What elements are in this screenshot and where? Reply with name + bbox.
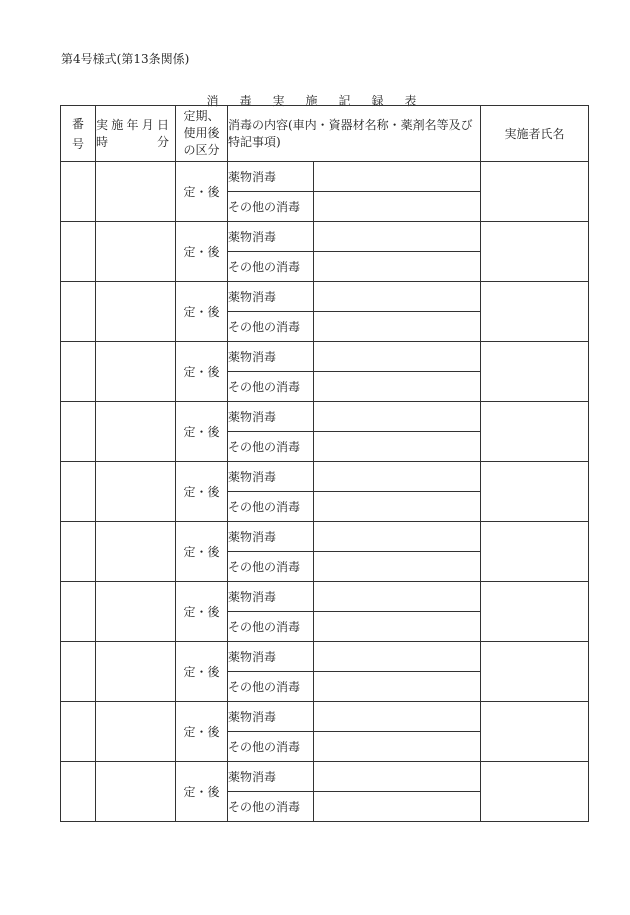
record-row <box>61 702 589 732</box>
cell-other-content[interactable] <box>314 312 481 342</box>
cell-chemical-content[interactable] <box>314 522 481 552</box>
form-title: 消毒実施記録表 <box>206 94 438 108</box>
cell-implementer[interactable] <box>481 582 589 642</box>
cell-other-label: その他の消毒 <box>228 492 314 522</box>
cell-chemical-label: 薬物消毒 <box>228 642 314 672</box>
cell-chemical-content[interactable] <box>314 162 481 192</box>
cell-implementer[interactable] <box>481 462 589 522</box>
cell-chemical-label: 薬物消毒 <box>228 522 314 552</box>
cell-implementer[interactable] <box>481 522 589 582</box>
record-row <box>61 582 589 612</box>
record-row <box>61 642 589 672</box>
cell-period[interactable]: 定・後 <box>176 402 228 462</box>
cell-chemical-content[interactable] <box>314 642 481 672</box>
cell-date-time[interactable] <box>96 402 176 462</box>
cell-number[interactable] <box>61 222 96 282</box>
cell-date-time[interactable] <box>96 642 176 702</box>
cell-chemical-content[interactable] <box>314 402 481 432</box>
cell-date-time[interactable] <box>96 702 176 762</box>
header-number <box>61 106 96 162</box>
cell-other-content[interactable] <box>314 252 481 282</box>
record-row <box>61 762 589 792</box>
header-content: 消毒の内容(車内・資器材名称・薬剤名等及び特記事項) <box>228 106 481 162</box>
cell-other-label: その他の消毒 <box>228 732 314 762</box>
cell-chemical-content[interactable] <box>314 762 481 792</box>
cell-other-label: その他の消毒 <box>228 612 314 642</box>
cell-chemical-content[interactable] <box>314 342 481 372</box>
cell-other-label: その他の消毒 <box>228 372 314 402</box>
cell-date-time[interactable] <box>96 762 176 822</box>
record-rows <box>61 162 589 822</box>
cell-implementer[interactable] <box>481 702 589 762</box>
cell-number[interactable] <box>61 642 96 702</box>
header-number-line2: 号 <box>71 136 84 151</box>
cell-other-label: その他の消毒 <box>228 192 314 222</box>
cell-period[interactable]: 定・後 <box>176 222 228 282</box>
cell-other-content[interactable] <box>314 792 481 822</box>
cell-number[interactable] <box>61 762 96 822</box>
cell-number[interactable] <box>61 342 96 402</box>
form-number: 第4号様式(第13条関係) <box>61 52 190 66</box>
cell-period[interactable]: 定・後 <box>176 282 228 342</box>
cell-chemical-label: 薬物消毒 <box>228 162 314 192</box>
cell-number[interactable] <box>61 282 96 342</box>
cell-implementer[interactable] <box>481 162 589 222</box>
cell-date-time[interactable] <box>96 282 176 342</box>
cell-date-time[interactable] <box>96 342 176 402</box>
cell-chemical-label: 薬物消毒 <box>228 282 314 312</box>
cell-number[interactable] <box>61 462 96 522</box>
cell-other-label: その他の消毒 <box>228 432 314 462</box>
cell-period[interactable]: 定・後 <box>176 342 228 402</box>
header-date-line2: 時 分 <box>96 134 169 149</box>
header-number-line1: 番 <box>71 116 84 131</box>
cell-number[interactable] <box>61 162 96 222</box>
cell-number[interactable] <box>61 582 96 642</box>
cell-chemical-label: 薬物消毒 <box>228 342 314 372</box>
cell-period[interactable]: 定・後 <box>176 522 228 582</box>
cell-chemical-label: 薬物消毒 <box>228 402 314 432</box>
cell-number[interactable] <box>61 522 96 582</box>
cell-implementer[interactable] <box>481 342 589 402</box>
cell-other-content[interactable] <box>314 612 481 642</box>
cell-implementer[interactable] <box>481 762 589 822</box>
cell-other-content[interactable] <box>314 552 481 582</box>
cell-other-label: その他の消毒 <box>228 672 314 702</box>
cell-other-content[interactable] <box>314 432 481 462</box>
cell-period[interactable]: 定・後 <box>176 462 228 522</box>
disinfection-record-table <box>60 105 589 822</box>
cell-date-time[interactable] <box>96 462 176 522</box>
header-implementer: 実施者氏名 <box>481 106 589 162</box>
cell-other-content[interactable] <box>314 732 481 762</box>
cell-other-content[interactable] <box>314 492 481 522</box>
cell-other-content[interactable] <box>314 372 481 402</box>
cell-date-time[interactable] <box>96 522 176 582</box>
record-row <box>61 462 589 492</box>
cell-chemical-content[interactable] <box>314 222 481 252</box>
cell-period[interactable]: 定・後 <box>176 582 228 642</box>
cell-other-content[interactable] <box>314 192 481 222</box>
record-row <box>61 342 589 372</box>
cell-chemical-label: 薬物消毒 <box>228 582 314 612</box>
record-row <box>61 402 589 432</box>
cell-period[interactable]: 定・後 <box>176 702 228 762</box>
cell-period[interactable]: 定・後 <box>176 642 228 702</box>
header-row <box>61 106 589 162</box>
cell-implementer[interactable] <box>481 222 589 282</box>
cell-other-label: その他の消毒 <box>228 792 314 822</box>
header-period: 定期、 使用後 の区分 <box>176 106 228 162</box>
cell-period[interactable]: 定・後 <box>176 162 228 222</box>
cell-chemical-content[interactable] <box>314 462 481 492</box>
header-date-line1: 実 施 年 月 日 <box>96 117 169 132</box>
cell-chemical-label: 薬物消毒 <box>228 222 314 252</box>
cell-implementer[interactable] <box>481 402 589 462</box>
cell-chemical-label: 薬物消毒 <box>228 462 314 492</box>
record-row <box>61 282 589 312</box>
cell-number[interactable] <box>61 402 96 462</box>
cell-other-label: その他の消毒 <box>228 252 314 282</box>
record-row <box>61 162 589 192</box>
cell-other-label: その他の消毒 <box>228 312 314 342</box>
header-date-time <box>96 106 176 162</box>
cell-chemical-content[interactable] <box>314 582 481 612</box>
cell-number[interactable] <box>61 702 96 762</box>
cell-other-content[interactable] <box>314 672 481 702</box>
cell-date-time[interactable] <box>96 222 176 282</box>
cell-implementer[interactable] <box>481 642 589 702</box>
cell-other-label: その他の消毒 <box>228 552 314 582</box>
cell-chemical-label: 薬物消毒 <box>228 762 314 792</box>
cell-date-time[interactable] <box>96 162 176 222</box>
record-row <box>61 522 589 552</box>
cell-date-time[interactable] <box>96 582 176 642</box>
cell-chemical-content[interactable] <box>314 282 481 312</box>
cell-period[interactable]: 定・後 <box>176 762 228 822</box>
cell-chemical-content[interactable] <box>314 702 481 732</box>
record-row <box>61 222 589 252</box>
cell-chemical-label: 薬物消毒 <box>228 702 314 732</box>
cell-implementer[interactable] <box>481 282 589 342</box>
